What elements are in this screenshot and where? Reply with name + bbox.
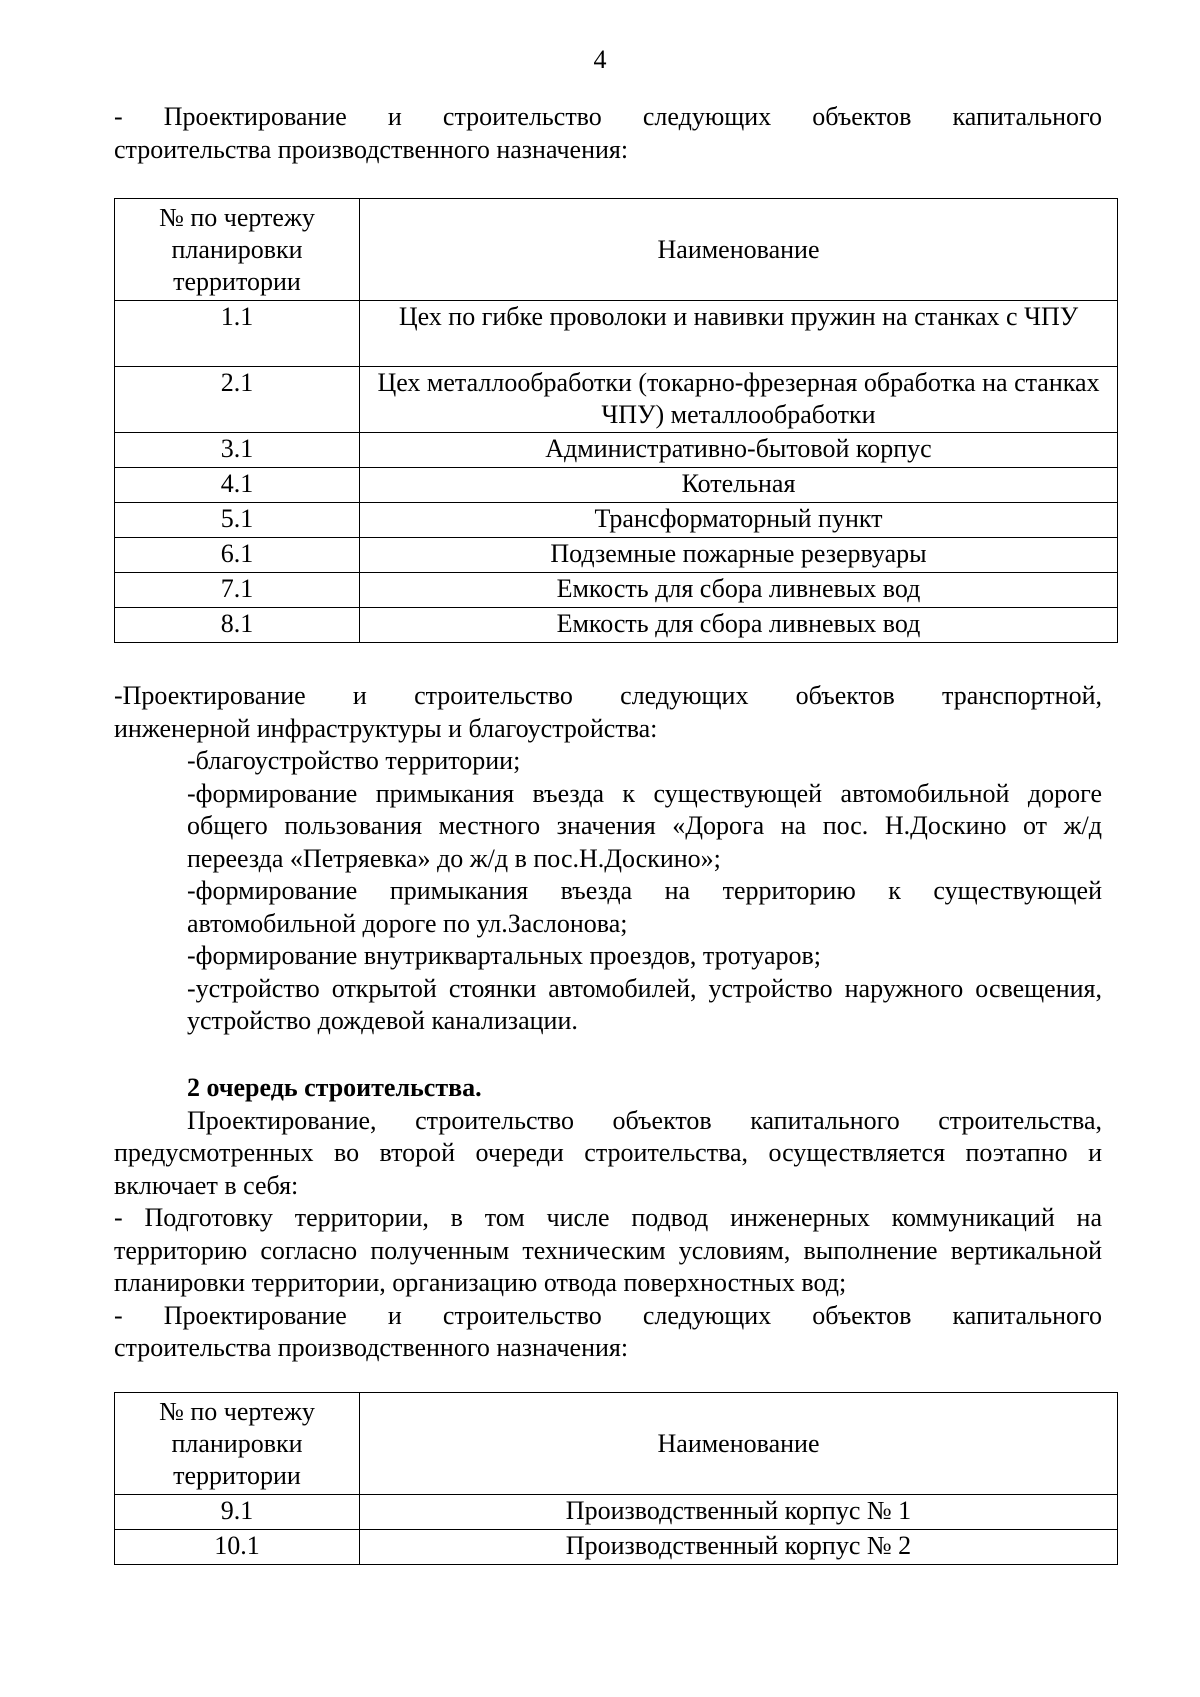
stage2-section	[114, 1072, 1102, 1365]
row-name: Цех по гибке проволоки и навивки пружин на станках с ЧПУ	[360, 301, 1118, 367]
row-name: Цех металлообработки (токарно-фрезерная обработка на станках ЧПУ) металлообработки	[360, 367, 1118, 433]
list-item: -формирование внутриквартальных проездов, тротуаров;	[187, 941, 821, 970]
stage2-paragraph-3-line-1: - Проектирование и строительство следующих объектов капитального	[114, 1300, 1102, 1330]
list-item: -благоустройство территории;	[187, 746, 521, 775]
row-num: 4.1	[115, 468, 360, 503]
row-num: 8.1	[115, 608, 360, 643]
row-name: Производственный корпус № 1	[360, 1495, 1118, 1530]
table-row	[115, 367, 1118, 433]
section-heading: 2 очередь строительства.	[187, 1073, 482, 1102]
table-header-row	[115, 199, 1118, 301]
page-number: 4	[593, 45, 607, 74]
stage2-paragraph-1: Проектирование, строительство объектов капитального строительства, предусмотренных во второй очереди строительства, осуществляется поэтапно и включает в себя:	[114, 1105, 1102, 1200]
list-item: -устройство открытой стоянки автомобилей, устройство наружного освещения, устройство дождевой канализации.	[187, 973, 1102, 1035]
row-name: Трансформаторный пункт	[360, 503, 1118, 538]
row-name: Котельная	[360, 468, 1118, 503]
table-row	[115, 573, 1118, 608]
row-num: 10.1	[115, 1530, 360, 1565]
row-name: Емкость для сбора ливневых вод	[360, 573, 1118, 608]
table-header-row	[115, 1393, 1118, 1495]
infrastructure-section	[114, 680, 1102, 1038]
infra-line-1: -Проектирование и строительство следующих объектов транспортной,	[114, 681, 1102, 710]
table-row	[115, 538, 1118, 573]
stage2-paragraph-3-line-2: строительства производственного назначения:	[114, 1333, 629, 1362]
list-item: -формирование примыкания въезда к существующей автомобильной дороге общего пользования местного значения «Дорога на пос. Н.Доскино от ж/д переезда «Петряевка» до ж/д в пос.Н.Доскино»;	[187, 778, 1102, 873]
row-name: Емкость для сбора ливневых вод	[360, 608, 1118, 643]
table-row	[115, 1530, 1118, 1565]
row-name: Производственный корпус № 2	[360, 1530, 1118, 1565]
table-row	[115, 433, 1118, 468]
row-num: 1.1	[115, 301, 360, 367]
stage2-paragraph-2: - Подготовку территории, в том числе подвод инженерных коммуникаций на территорию согласно полученным техническим условиям, выполнение вертикальной планировки территории, организацию отвода поверхностных вод;	[114, 1203, 1102, 1297]
header-num: № по чертежу планировки территории	[115, 199, 360, 301]
objects-table-1	[114, 198, 1118, 643]
list-item: -формирование примыкания въезда на территорию к существующей автомобильной дороге по ул.Заслонова;	[187, 876, 1102, 938]
infra-list	[114, 745, 1102, 1038]
infra-line-2: инженерной инфраструктуры и благоустройства:	[114, 713, 658, 743]
intro-line-2: строительства производственного назначения:	[114, 134, 629, 164]
header-name: Наименование	[360, 199, 1118, 301]
table-row	[115, 1495, 1118, 1530]
table-row	[115, 468, 1118, 503]
row-num: 7.1	[115, 573, 360, 608]
table-row	[115, 608, 1118, 643]
intro-paragraph	[114, 101, 1102, 166]
table-row	[115, 503, 1118, 538]
intro-line-1: - Проектирование и строительство следующих объектов капитального	[114, 102, 1102, 131]
row-num: 2.1	[115, 367, 360, 433]
row-name: Административно-бытовой корпус	[360, 433, 1118, 468]
row-num: 6.1	[115, 538, 360, 573]
row-num: 9.1	[115, 1495, 360, 1530]
header-num: № по чертежу планировки территории	[115, 1393, 360, 1495]
row-name: Подземные пожарные резервуары	[360, 538, 1118, 573]
objects-table-2	[114, 1392, 1118, 1565]
header-name: Наименование	[360, 1393, 1118, 1495]
row-num: 3.1	[115, 433, 360, 468]
table-row	[115, 301, 1118, 367]
row-num: 5.1	[115, 503, 360, 538]
